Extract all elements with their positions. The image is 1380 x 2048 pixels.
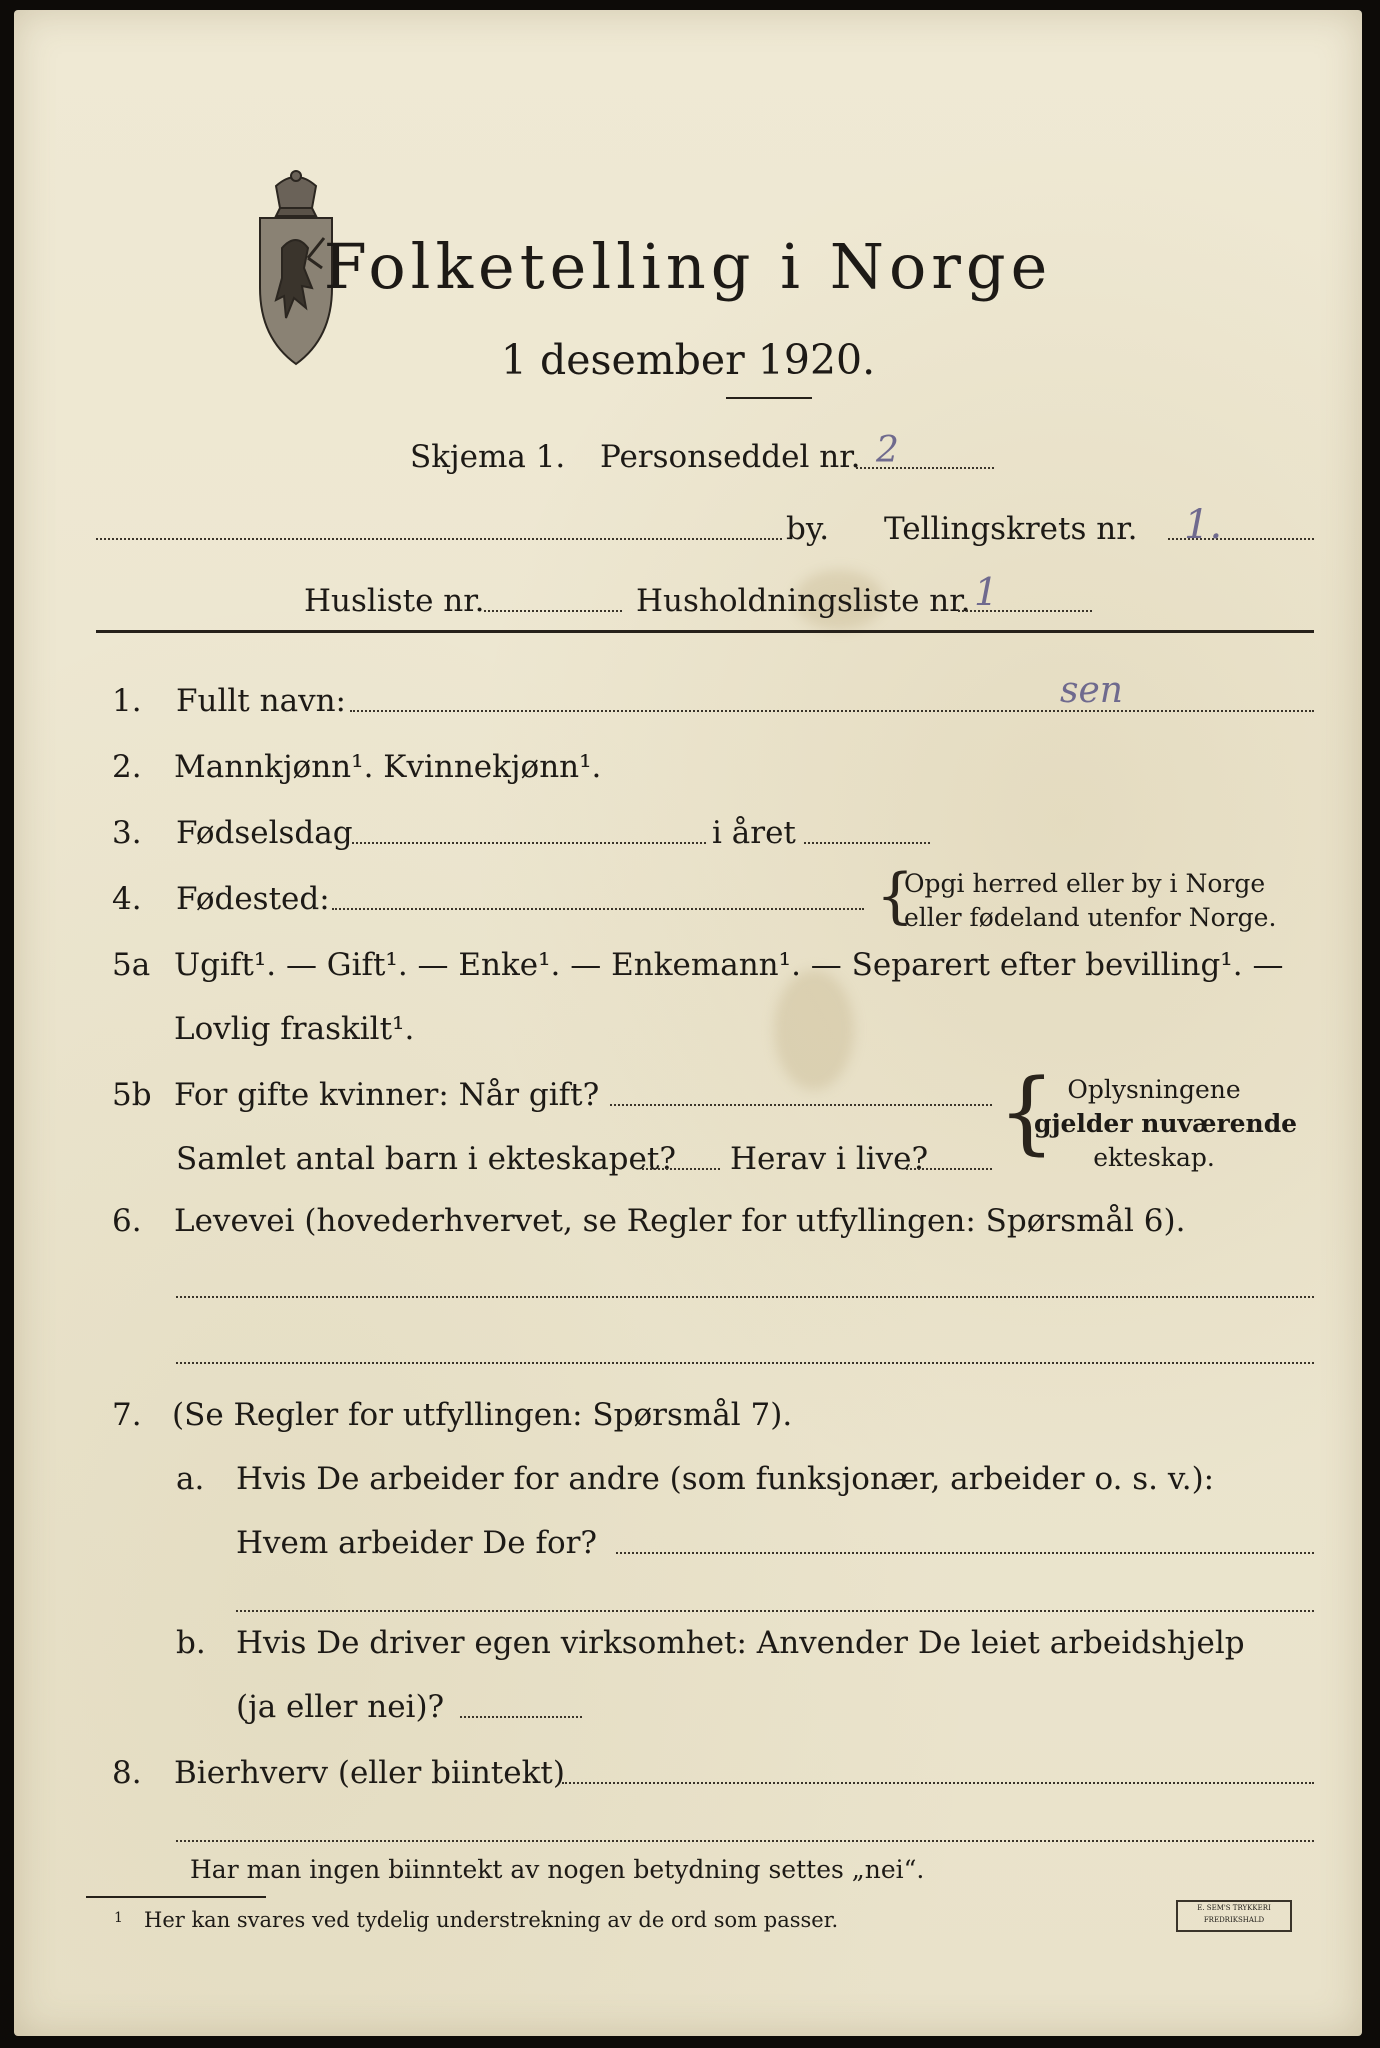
q7-number: 7.: [112, 1397, 142, 1433]
full-name-value: sen: [1060, 670, 1123, 711]
husliste-label: Husliste nr.: [304, 583, 485, 619]
side-income-field-line2[interactable]: [176, 1840, 1314, 1842]
q3-label: Fødselsdag: [176, 815, 353, 851]
by-label: by.: [786, 511, 830, 547]
birthplace-field[interactable]: [332, 908, 864, 910]
q6-number: 6.: [112, 1203, 142, 1239]
q2-label: Mannkjønn¹. Kvinnekjønn¹.: [174, 749, 602, 785]
tellingskrets-value: 1.: [1184, 502, 1223, 548]
q5a-line2: Lovlig fraskilt¹.: [174, 1011, 415, 1047]
husliste-field[interactable]: [484, 610, 622, 612]
birth-year-field[interactable]: [804, 842, 930, 844]
husholdningsliste-label: Husholdningsliste nr.: [636, 583, 971, 619]
footnote-rule: [86, 1896, 266, 1898]
schema-label: Skjema 1.: [410, 439, 566, 475]
q5b-note-line2: gjelder nuværende: [1034, 1109, 1298, 1138]
occupation-field-line2[interactable]: [176, 1362, 1314, 1364]
form-title: Folketelling i Norge: [323, 230, 1053, 303]
printer-city: FREDRIKSHALD: [1203, 1916, 1265, 1924]
stain: [774, 970, 854, 1090]
q4-label: Fødested:: [176, 881, 330, 917]
q7a-line2: Hvem arbeider De for?: [236, 1525, 598, 1561]
q7b-line1: Hvis De driver egen virksomhet: Anvender De leiet arbeidshjelp: [236, 1625, 1245, 1661]
q5b-line1: For gifte kvinner: Når gift?: [174, 1077, 600, 1113]
printer-name: E. SEM'S TRYKKERI: [1197, 1904, 1271, 1912]
q8-number: 8.: [112, 1755, 142, 1791]
q7b-line2: (ja eller nei)?: [236, 1689, 445, 1725]
q7a-line1: Hvis De arbeider for andre (som funksjonær, arbeider o. s. v.):: [236, 1461, 1215, 1497]
q1-number: 1.: [112, 683, 142, 719]
q5b-note-line1: Oplysningene: [1067, 1075, 1241, 1104]
q1-label: Fullt navn:: [176, 683, 346, 719]
q7a-letter: a.: [176, 1461, 205, 1497]
census-form-page: [14, 10, 1362, 2036]
q5b-brace: {: [998, 1060, 1056, 1165]
printer-mark: [1176, 1900, 1292, 1932]
q8-note: Har man ingen biinntekt av nogen betydning settes „nei“.: [190, 1855, 925, 1884]
q5b-note-line3: ekteskap.: [1093, 1143, 1215, 1172]
personseddel-label: Personseddel nr.: [600, 439, 861, 475]
q5a-line1: Ugift¹. — Gift¹. — Enke¹. — Enkemann¹. — Separert efter bevilling¹. —: [174, 947, 1284, 983]
q7-label: (Se Regler for utfyllingen: Spørsmål 7).: [172, 1397, 793, 1433]
hired-help-field[interactable]: [460, 1716, 582, 1718]
footnote-text: Her kan svares ved tydelig understrekning av de ord som passer.: [144, 1908, 839, 1932]
q5a-number: 5a: [112, 947, 151, 983]
title-divider: [726, 397, 812, 399]
side-income-field-line1[interactable]: [562, 1782, 1314, 1784]
q4-brace: {: [876, 861, 915, 931]
children-alive-field[interactable]: [906, 1168, 992, 1170]
personseddel-value: 2: [876, 430, 899, 471]
employer-field-line1[interactable]: [616, 1552, 1314, 1554]
header-rule: [96, 630, 1314, 633]
q4-note-line1: Opgi herred eller by i Norge: [904, 869, 1266, 898]
children-count-field[interactable]: [642, 1168, 720, 1170]
full-name-field[interactable]: [350, 710, 1314, 712]
municipality-field[interactable]: [96, 538, 782, 540]
footnote-marker: 1: [114, 1910, 123, 1926]
birthday-field[interactable]: [352, 842, 706, 844]
q5b-line2a: Samlet antal barn i ekteskapet?: [176, 1141, 676, 1177]
census-date: 1 desember 1920.: [500, 336, 876, 384]
q8-label: Bierhverv (eller biintekt): [174, 1755, 565, 1791]
q2-number: 2.: [112, 749, 142, 785]
occupation-field-line1[interactable]: [176, 1296, 1314, 1298]
q7b-letter: b.: [176, 1625, 206, 1661]
q3-year-label: i året: [712, 815, 796, 851]
employer-field-line2[interactable]: [236, 1610, 1314, 1612]
husholdningsliste-value: 1: [974, 570, 999, 614]
q4-note-line2: eller fødeland utenfor Norge.: [904, 903, 1277, 932]
q6-label: Levevei (hovederhvervet, se Regler for utfyllingen: Spørsmål 6).: [174, 1203, 1186, 1239]
q5b-number: 5b: [112, 1077, 152, 1113]
q5b-line2b: Herav i live?: [730, 1141, 929, 1177]
tellingskrets-label: Tellingskrets nr.: [884, 511, 1138, 547]
q3-number: 3.: [112, 815, 142, 851]
q4-number: 4.: [112, 881, 142, 917]
marriage-date-field[interactable]: [610, 1104, 992, 1106]
